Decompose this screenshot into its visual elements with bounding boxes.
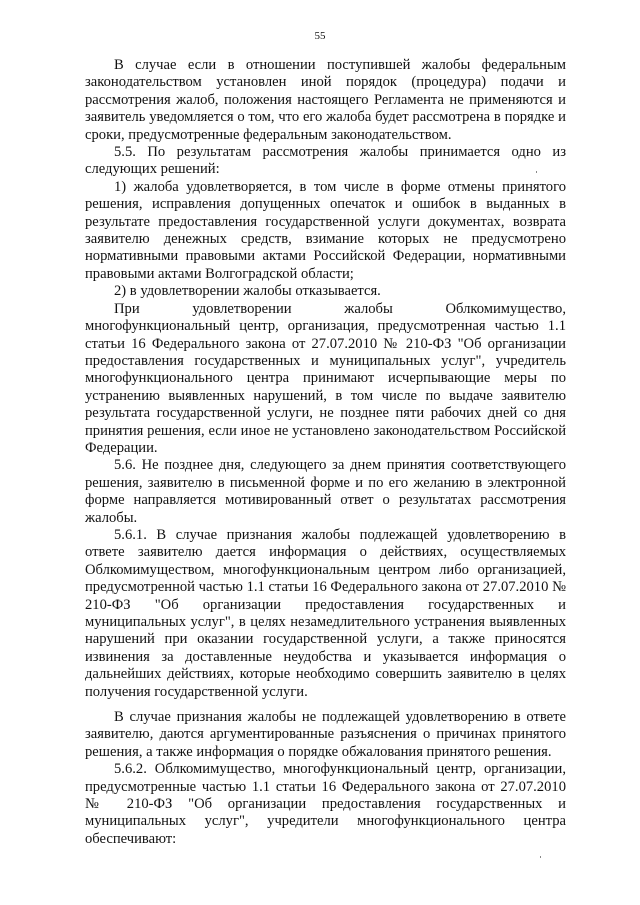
scan-speck: [536, 171, 537, 173]
paragraph-upon-satisfaction: При удовлетворении жалобы Облкомимущество, многофункциональный центр, организация, предусмотренная частью 1.1 статьи 16 Федерального закона от 27.07.2010 № 210-ФЗ "Об организации предоставления государственных и муниципальных услуг", учредитель многофункционального центра принимают исчерпывающие меры по устранению выявленных нарушений, в том числе по выдаче заявителю результата государственной услуги, не позднее пяти рабочих дней со дня принятия решения, если иное не установлено законодательством Российской Федерации.: [85, 300, 566, 456]
paragraph-federal-procedure: В случае если в отношении поступившей жалобы федеральным законодательством установлен иной порядок (процедура) подачи и рассмотрения жалоб, положения настоящего Регламента не применяются и заявитель уведомляется о том, что его жалоба будет рассмотрена в порядке и сроки, предусмотренные федеральным законодательством.: [85, 57, 566, 143]
paragraph-decision-1: 1) жалоба удовлетворяется, в том числе в форме отмены принятого решения, исправления допущенных опечаток и ошибок в выданных в результате предоставления государственной услуги документах, возврата заявителю денежных средств, взимание которых не предусмотрено нормативными правовыми актами Российской Федерации, нормативными правовыми актами Волгоградской области;: [85, 178, 566, 282]
page-number: 55: [314, 30, 326, 42]
paragraph-not-satisfied: В случае признания жалобы не подлежащей удовлетворению в ответе заявителю, даются аргументированные разъяснения о причинах принятого решения, а также информация о порядке обжалования принятого решения.: [85, 709, 566, 760]
paragraph-5-6-1: 5.6.1. В случае признания жалобы подлежащей удовлетворению в ответе заявителю дается информация о действиях, осуществляемых Облкомимуществом, многофункциональным центром либо организацией, предусмотренной частью 1.1 статьи 16 Федерального закона от 27.07.2010 № 210-ФЗ "Об организации предоставления государственных и муниципальных услуг", в целях незамедлительного устранения выявленных нарушений при оказании государственной услуги, а также приносятся извинения за доставленные неудобства и указывается информация о дальнейших действиях, которые необходимо совершить заявителю в целях получения государственной услуги.: [85, 526, 566, 700]
paragraph-decision-2: 2) в удовлетворении жалобы отказывается.: [114, 283, 381, 300]
document-body: [85, 57, 566, 848]
paragraph-5-6-2: 5.6.2. Облкомимущество, многофункциональный центр, организации, предусмотренные частью 1.1 статьи 16 Федерального закона от 27.07.2010 № 210-ФЗ "Об организации предоставления государственных и муниципальных услуг", учредители многофункционального центра обеспечивают:: [85, 761, 566, 847]
scan-speck: [540, 856, 541, 858]
paragraph-5-5: 5.5. По результатам рассмотрения жалобы принимается одно из следующих решений:: [85, 144, 566, 178]
paragraph-5-6: 5.6. Не позднее дня, следующего за днем принятия соответствующего решения, заявителю в письменной форме и по его желанию в электронной форме направляется мотивированный ответ о результатах рассмотрения жалобы.: [85, 457, 566, 526]
